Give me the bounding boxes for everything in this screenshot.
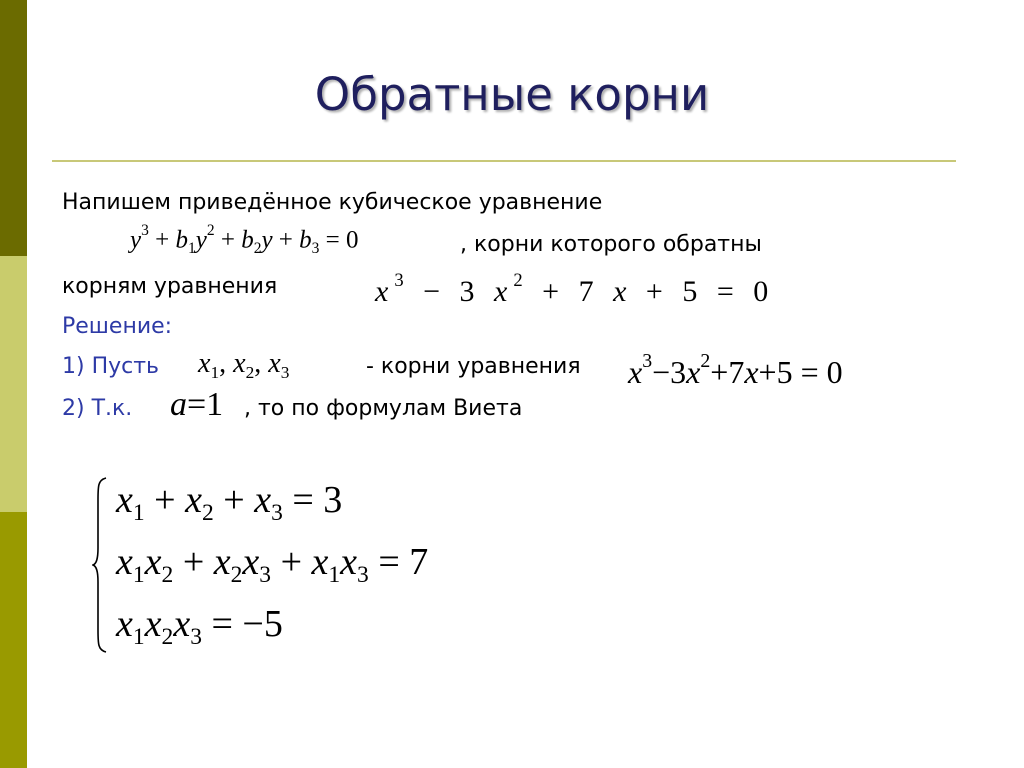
step-2-text: , то по формулам Виета <box>244 396 523 421</box>
original-cubic-equation: $x^3 - 3$ $x^2 + 7$ x + 5 = 0 <box>375 270 775 308</box>
reduced-cubic-equation: $y^3 + b_1y^2 + b_2y + b_3 = 0$ <box>130 222 359 257</box>
leading-coefficient: a=1 <box>170 386 224 423</box>
side-bar-middle <box>0 256 27 512</box>
step-1-label: 1) Пусть <box>62 354 160 379</box>
roots-of-equation-text: корням уравнения <box>62 274 278 299</box>
roots-inverse-text: , корни которого обратны <box>460 232 762 257</box>
side-bar-top <box>0 0 27 256</box>
step-2-label: 2) Т.к. <box>62 396 133 421</box>
vieta-pair-sum-equation: $x_1x_2 + x_2x_3 + x_1x_3 = 7$ <box>116 541 429 589</box>
intro-text: Напишем приведённое кубическое уравнение <box>62 190 603 215</box>
roots-list: $x_1$, $x_2$, $x_3$ <box>198 348 290 383</box>
cubic-equation-compact: $x^3-3x^2+7x+5 = 0$ <box>628 350 843 390</box>
vieta-sum-equation: $x_1 + x_2 + x_3 = 3$ <box>116 479 343 527</box>
slide-title: Обратные корни <box>314 68 710 121</box>
title-divider <box>52 160 956 162</box>
solution-label: Решение: <box>62 314 173 339</box>
vieta-product-equation: $x_1x_2x_3 = -5$ <box>116 603 283 651</box>
system-brace <box>92 476 108 654</box>
side-bar-bottom <box>0 512 27 768</box>
step-1-text: - корни уравнения <box>366 354 581 379</box>
